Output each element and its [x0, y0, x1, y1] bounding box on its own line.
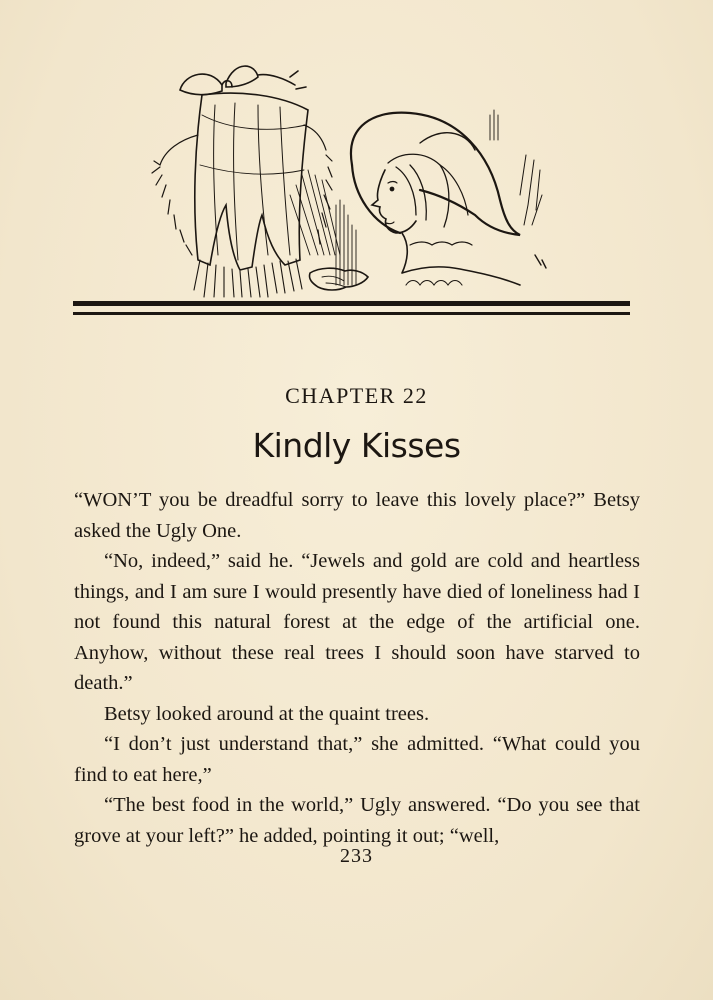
- chapter-body: [74, 485, 640, 851]
- veiled-figure-icon: [152, 66, 340, 297]
- chapter-label: CHAPTER 22: [285, 383, 428, 408]
- paragraph: “I don’t just understand that,” she admitted. “What could you find to eat here,”: [74, 733, 640, 786]
- chapter-head-illustration: [140, 55, 560, 305]
- paragraph: “The best food in the world,” Ugly answered. “Do you see that grove at your left?” he added, pointing it out; “well,: [74, 794, 640, 847]
- header-rule-thin: [73, 312, 630, 315]
- pointing-hand-icon: [309, 268, 368, 290]
- girl-with-bonnet-icon: [351, 113, 546, 285]
- page-number: 233: [340, 845, 373, 867]
- paragraph: “WON’T you be dreadful sorry to leave this lovely place?” Betsy asked the Ugly One.: [74, 489, 640, 542]
- header-rule-thick: [73, 301, 630, 306]
- paragraph: Betsy looked around at the quaint trees.: [104, 702, 430, 725]
- chapter-title: Kindly Kisses: [252, 426, 461, 465]
- paragraph: “No, indeed,” said he. “Jewels and gold are cold and heartless things, and I am sure I would presently have died of loneliness had I not found this natural forest at the edge of the artificial one. Anyhow, without these real trees I should soon have starved to death.”: [74, 550, 640, 694]
